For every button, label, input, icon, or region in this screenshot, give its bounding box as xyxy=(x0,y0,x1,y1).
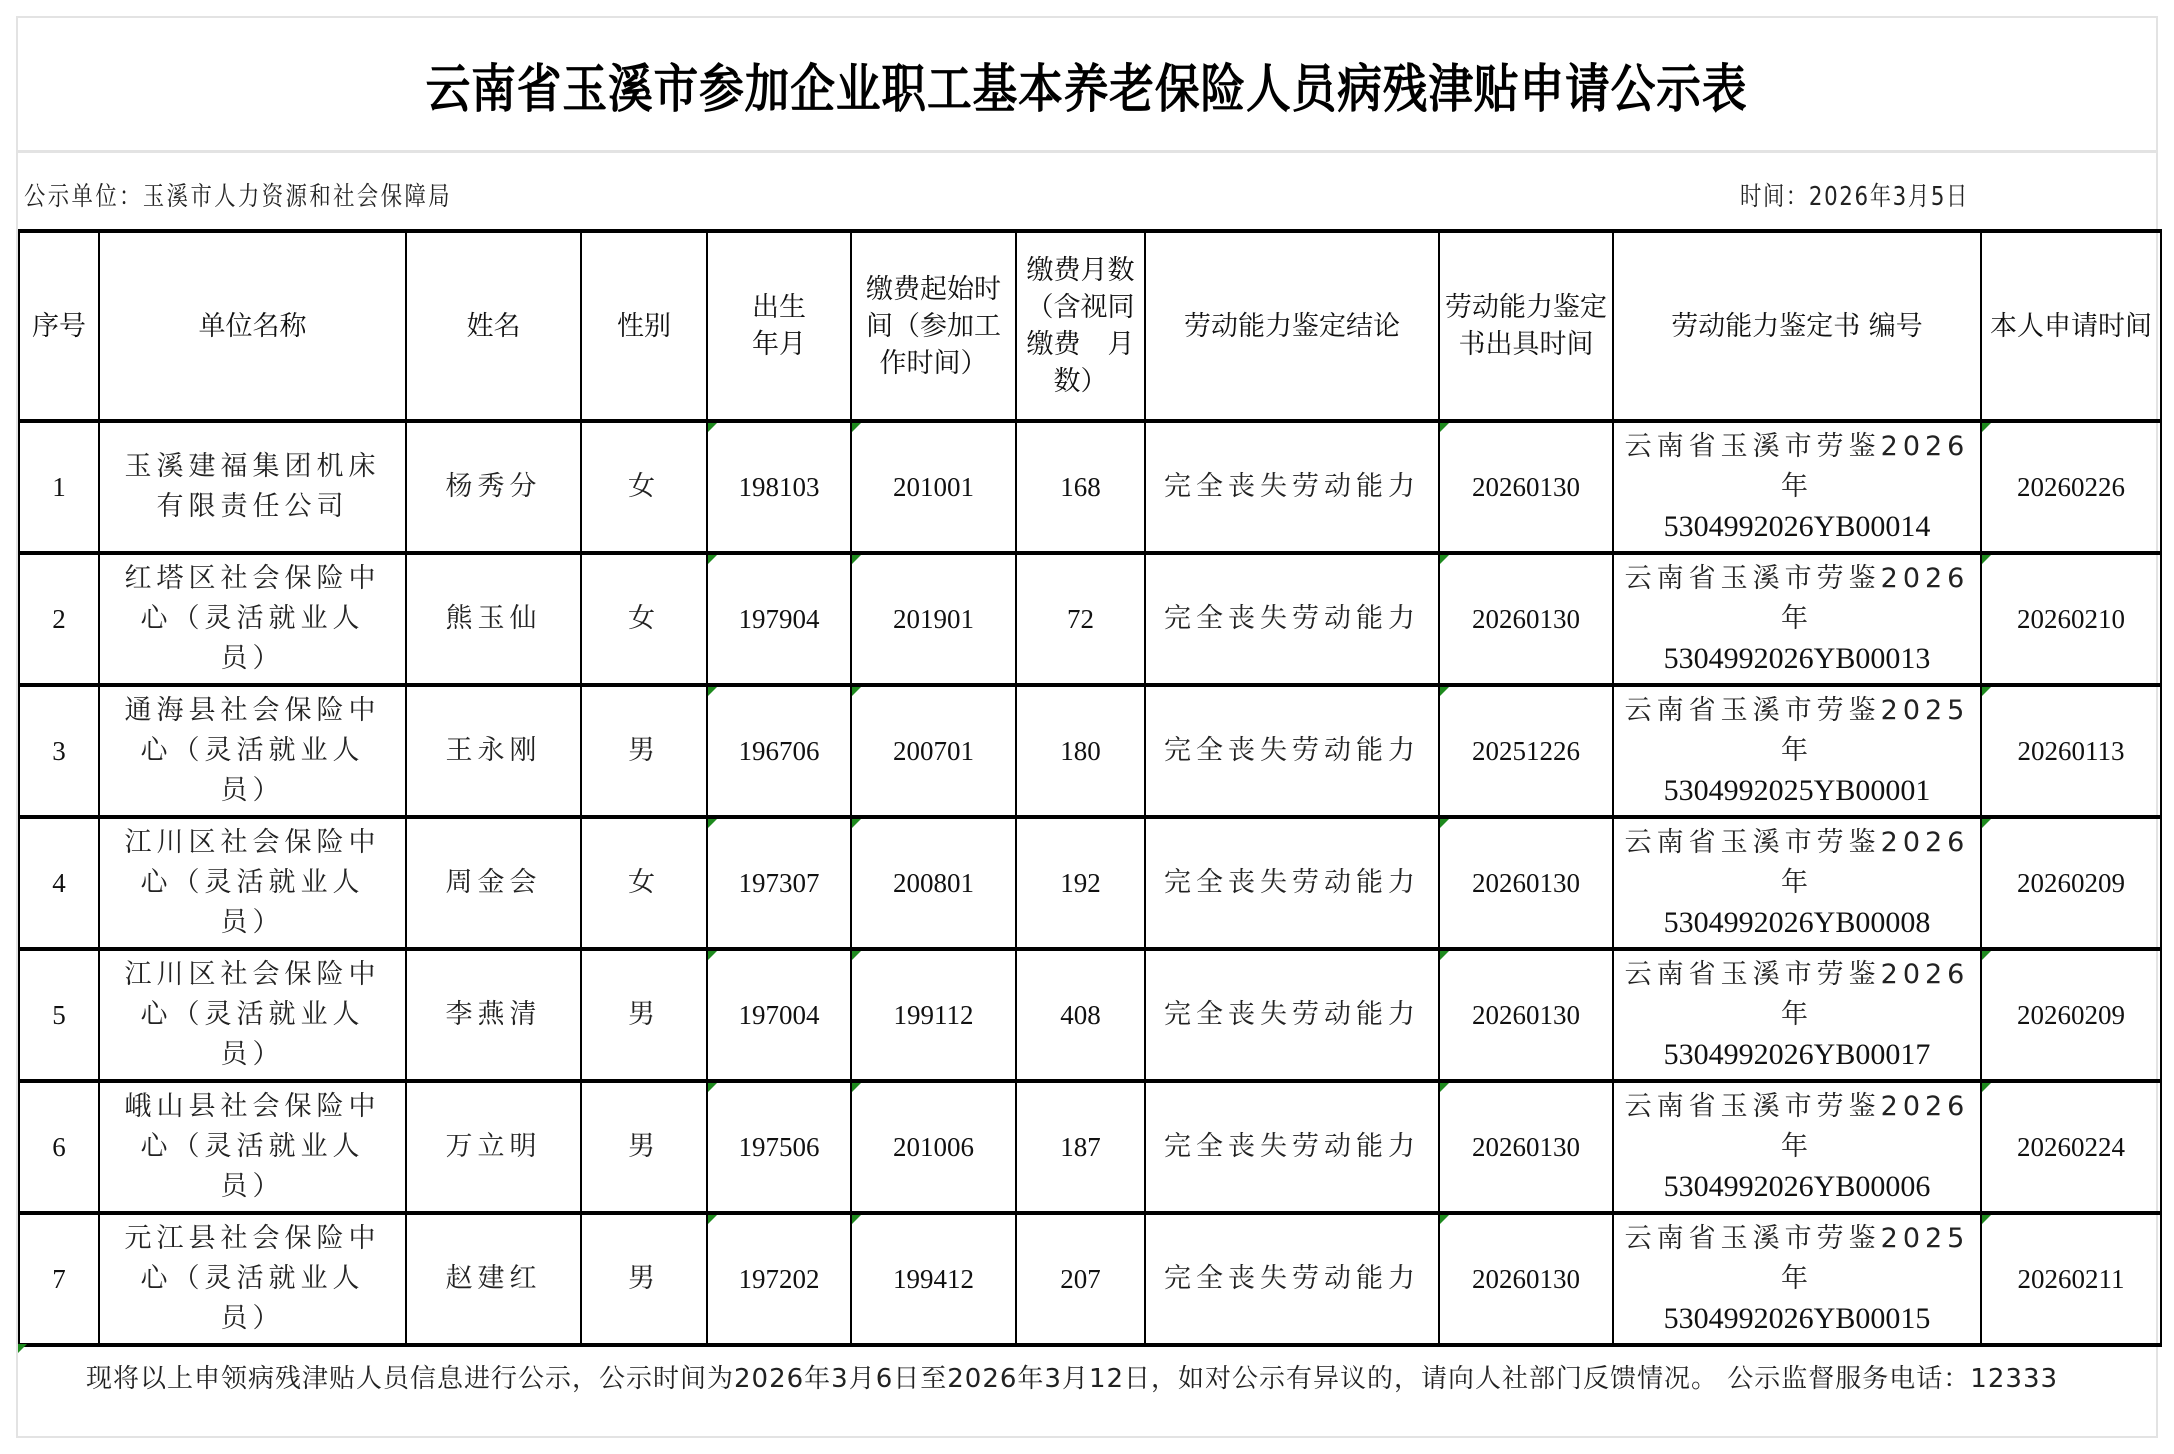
header-conclusion: 劳动能力鉴定结论 xyxy=(1145,231,1439,421)
cell-start: 201001 xyxy=(851,421,1016,553)
cell-start: 200801 xyxy=(851,817,1016,949)
cell-start: 199112 xyxy=(851,949,1016,1081)
meta-row xyxy=(18,156,2156,229)
table-row xyxy=(19,817,2161,949)
cell-cert-date: 20260130 xyxy=(1439,553,1613,685)
cell-no: 7 xyxy=(19,1213,99,1345)
table-row xyxy=(19,949,2161,1081)
cell-no: 3 xyxy=(19,685,99,817)
header-birth: 出生 年月 xyxy=(707,231,851,421)
cell-cert-date: 20260130 xyxy=(1439,1213,1613,1345)
footer-notice-text: 现将以上申领病残津贴人员信息进行公示，公示时间为2026年3月6日至2026年3月12日，如对公示有异议的，请向人社部门反馈情况。 公示监督服务电话：12333 xyxy=(86,1364,2059,1394)
cell-unit: 通海县社会保险中心（灵活就业人员） xyxy=(99,685,406,817)
cell-conclusion: 完全丧失劳动能力 xyxy=(1145,949,1439,1081)
cert-no-line1: 云南省玉溪市劳鉴2026年 xyxy=(1624,431,1970,502)
cell-birth: 197307 xyxy=(707,817,851,949)
cell-gender: 女 xyxy=(581,421,707,553)
cert-no-line1: 云南省玉溪市劳鉴2026年 xyxy=(1624,563,1970,634)
cell-no: 5 xyxy=(19,949,99,1081)
cell-apply-date: 20260209 xyxy=(1981,817,2161,949)
error-flag-icon xyxy=(18,1344,27,1353)
cell-gender: 男 xyxy=(581,949,707,1081)
header-cert-no: 劳动能力鉴定书 编号 xyxy=(1613,231,1981,421)
publish-date: 时间：2026年3月5日 xyxy=(1740,182,1969,212)
table-row xyxy=(19,421,2161,553)
cell-conclusion: 完全丧失劳动能力 xyxy=(1145,421,1439,553)
cell-name: 熊玉仙 xyxy=(406,553,581,685)
applicants-table xyxy=(18,229,2162,1347)
cell-gender: 男 xyxy=(581,1081,707,1213)
header-apply-date: 本人申请时间 xyxy=(1981,231,2161,421)
cell-apply-date: 20260113 xyxy=(1981,685,2161,817)
cert-no-line1: 云南省玉溪市劳鉴2026年 xyxy=(1624,959,1970,1030)
cell-cert-no xyxy=(1613,817,1981,949)
cell-name: 王永刚 xyxy=(406,685,581,817)
header-no: 序号 xyxy=(19,231,99,421)
cell-months: 192 xyxy=(1016,817,1145,949)
cell-apply-date: 20260209 xyxy=(1981,949,2161,1081)
cert-no-line1: 云南省玉溪市劳鉴2026年 xyxy=(1624,1091,1970,1162)
cell-start: 199412 xyxy=(851,1213,1016,1345)
cell-months: 187 xyxy=(1016,1081,1145,1213)
cell-apply-date: 20260224 xyxy=(1981,1081,2161,1213)
cell-no: 2 xyxy=(19,553,99,685)
cell-conclusion: 完全丧失劳动能力 xyxy=(1145,1081,1439,1213)
cert-no-line1: 云南省玉溪市劳鉴2026年 xyxy=(1624,827,1970,898)
cell-cert-no xyxy=(1613,1213,1981,1345)
cell-cert-no xyxy=(1613,685,1981,817)
cell-months: 180 xyxy=(1016,685,1145,817)
notice-sheet xyxy=(16,16,2158,1438)
cell-cert-date: 20251226 xyxy=(1439,685,1613,817)
cell-no: 6 xyxy=(19,1081,99,1213)
cert-no-line1: 云南省玉溪市劳鉴2025年 xyxy=(1624,695,1970,766)
cell-name: 万立明 xyxy=(406,1081,581,1213)
cell-birth: 197506 xyxy=(707,1081,851,1213)
header-months: 缴费月数（含视同缴费 月数） xyxy=(1016,231,1145,421)
cell-gender: 男 xyxy=(581,1213,707,1345)
cell-cert-no xyxy=(1613,1081,1981,1213)
cell-unit: 江川区社会保险中心（灵活就业人员） xyxy=(99,817,406,949)
cell-gender: 女 xyxy=(581,553,707,685)
header-cert-date: 劳动能力鉴定书出具时间 xyxy=(1439,231,1613,421)
table-header-row xyxy=(19,231,2161,421)
cell-months: 168 xyxy=(1016,421,1145,553)
cert-no-line2: 5304992026YB00006 xyxy=(1663,1170,1931,1203)
cell-name: 李燕清 xyxy=(406,949,581,1081)
cell-apply-date: 20260211 xyxy=(1981,1213,2161,1345)
table-row xyxy=(19,553,2161,685)
cell-birth: 198103 xyxy=(707,421,851,553)
cell-no: 1 xyxy=(19,421,99,553)
cert-no-line2: 5304992026YB00014 xyxy=(1663,510,1931,543)
cert-no-line2: 5304992026YB00015 xyxy=(1663,1302,1931,1335)
publishing-unit: 公示单位：玉溪市人力资源和社会保障局 xyxy=(24,182,453,212)
cell-cert-no xyxy=(1613,421,1981,553)
cell-gender: 女 xyxy=(581,817,707,949)
header-gender: 性别 xyxy=(581,231,707,421)
footer-notice xyxy=(18,1344,2156,1438)
cell-name: 杨秀分 xyxy=(406,421,581,553)
cell-no: 4 xyxy=(19,817,99,949)
cell-unit: 元江县社会保险中心（灵活就业人员） xyxy=(99,1213,406,1345)
cert-no-line2: 5304992025YB00001 xyxy=(1663,774,1931,807)
cell-conclusion: 完全丧失劳动能力 xyxy=(1145,817,1439,949)
cert-no-line1: 云南省玉溪市劳鉴2025年 xyxy=(1624,1223,1970,1294)
cell-cert-no xyxy=(1613,553,1981,685)
cell-start: 200701 xyxy=(851,685,1016,817)
cell-start: 201901 xyxy=(851,553,1016,685)
cell-name: 赵建红 xyxy=(406,1213,581,1345)
table-row xyxy=(19,685,2161,817)
cell-months: 207 xyxy=(1016,1213,1145,1345)
cell-months: 408 xyxy=(1016,949,1145,1081)
header-unit: 单位名称 xyxy=(99,231,406,421)
cell-birth: 197004 xyxy=(707,949,851,1081)
cell-cert-date: 20260130 xyxy=(1439,949,1613,1081)
cert-no-line2: 5304992026YB00017 xyxy=(1663,1038,1931,1071)
cell-cert-date: 20260130 xyxy=(1439,1081,1613,1213)
cell-cert-date: 20260130 xyxy=(1439,421,1613,553)
header-name: 姓名 xyxy=(406,231,581,421)
table-row xyxy=(19,1081,2161,1213)
cell-conclusion: 完全丧失劳动能力 xyxy=(1145,1213,1439,1345)
cell-birth: 197904 xyxy=(707,553,851,685)
cell-unit: 峨山县社会保险中心（灵活就业人员） xyxy=(99,1081,406,1213)
cell-apply-date: 20260226 xyxy=(1981,421,2161,553)
cell-unit: 玉溪建福集团机床有限责任公司 xyxy=(99,421,406,553)
cert-no-line2: 5304992026YB00013 xyxy=(1663,642,1931,675)
cell-cert-no xyxy=(1613,949,1981,1081)
title-row xyxy=(18,18,2156,153)
cell-unit: 红塔区社会保险中心（灵活就业人员） xyxy=(99,553,406,685)
table-row xyxy=(19,1213,2161,1345)
cell-cert-date: 20260130 xyxy=(1439,817,1613,949)
cell-start: 201006 xyxy=(851,1081,1016,1213)
cert-no-line2: 5304992026YB00008 xyxy=(1663,906,1931,939)
cell-months: 72 xyxy=(1016,553,1145,685)
cell-name: 周金会 xyxy=(406,817,581,949)
cell-birth: 196706 xyxy=(707,685,851,817)
cell-unit: 江川区社会保险中心（灵活就业人员） xyxy=(99,949,406,1081)
cell-apply-date: 20260210 xyxy=(1981,553,2161,685)
cell-birth: 197202 xyxy=(707,1213,851,1345)
cell-conclusion: 完全丧失劳动能力 xyxy=(1145,553,1439,685)
header-start: 缴费起始时间（参加工作时间） xyxy=(851,231,1016,421)
cell-conclusion: 完全丧失劳动能力 xyxy=(1145,685,1439,817)
page-title: 云南省玉溪市参加企业职工基本养老保险人员病残津贴申请公示表 xyxy=(426,59,1748,120)
cell-gender: 男 xyxy=(581,685,707,817)
